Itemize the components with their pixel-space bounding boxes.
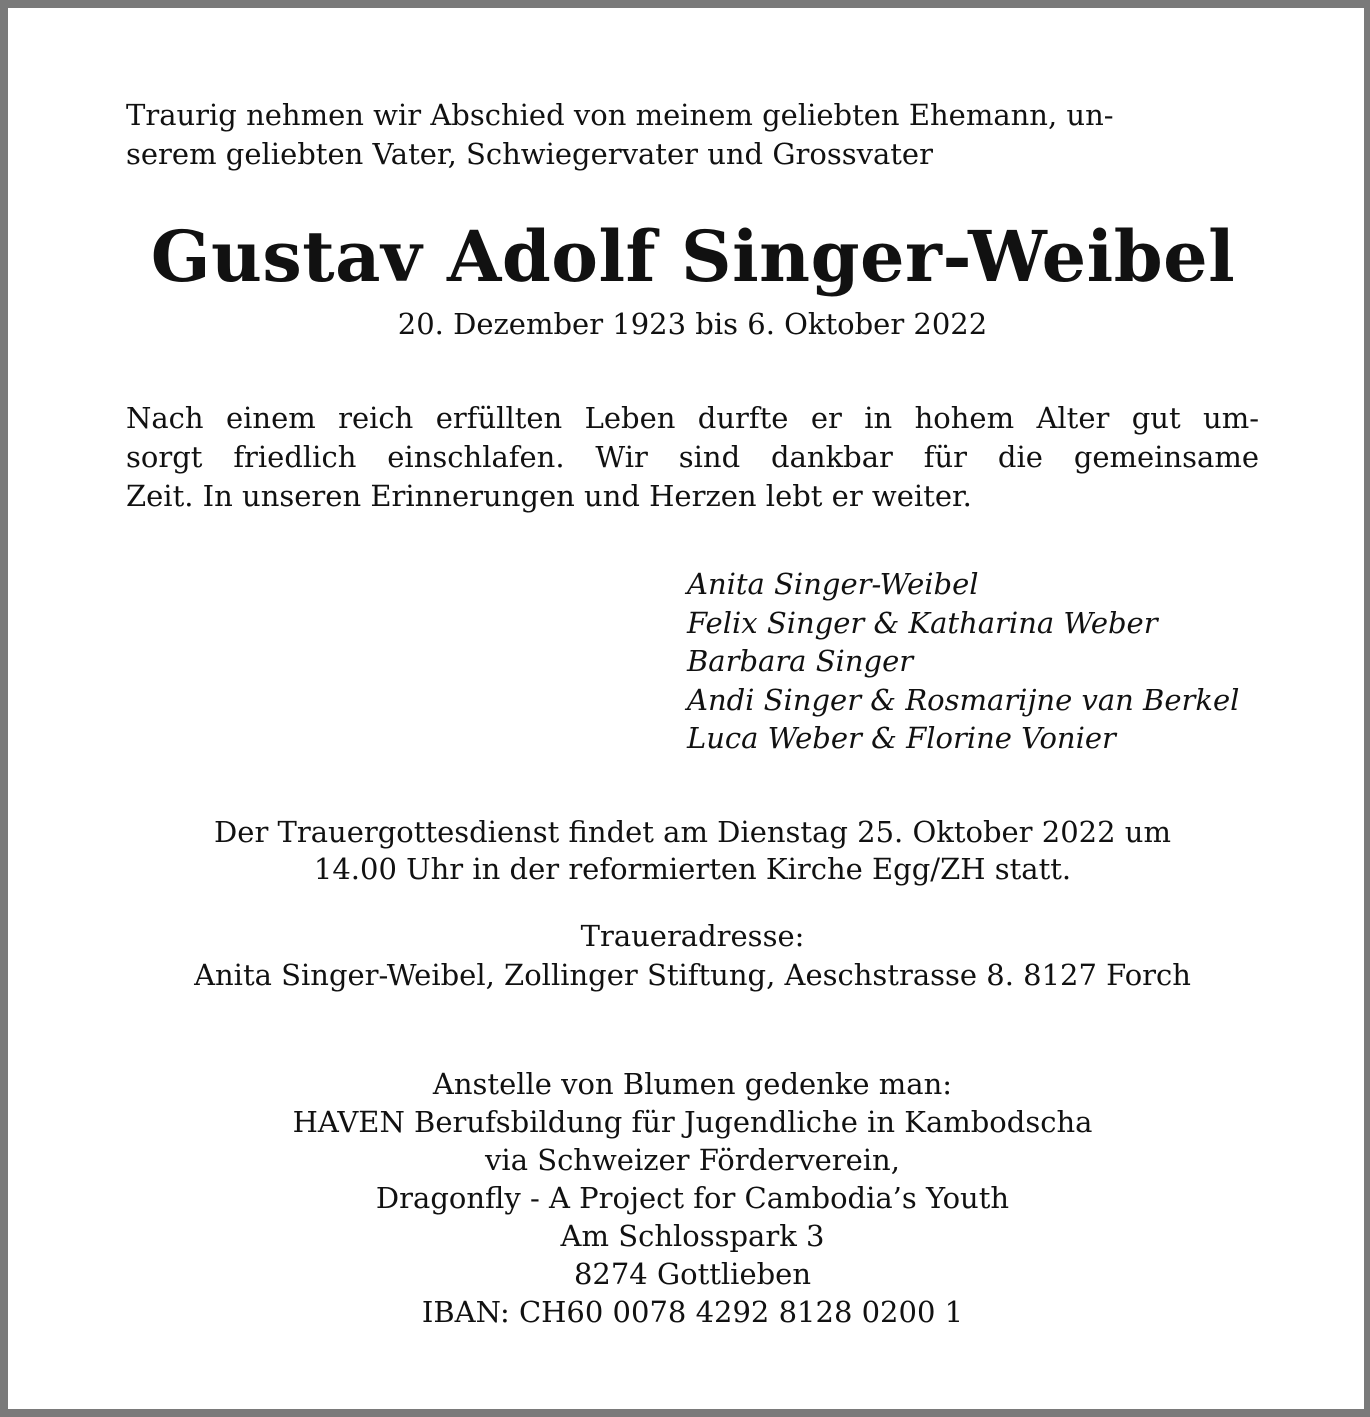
donation-line: 8274 Gottlieben <box>573 1257 812 1291</box>
address-label: Traueradresse: <box>580 919 805 953</box>
service-info <box>126 814 1259 888</box>
mourners-list <box>687 565 1287 758</box>
donation-line: Dragonfly - A Project for Cambodia’s Youth <box>375 1181 1010 1215</box>
service-line-1: Der Trauergottesdienst findet am Dienstag 25. Oktober 2022 um <box>214 815 1171 849</box>
address-value: Anita Singer-Weibel, Zollinger Stiftung, Aeschstrasse 8. 8127 Forch <box>194 958 1191 992</box>
mourning-address <box>126 917 1259 995</box>
donation-line: HAVEN Berufsbildung für Jugendliche in Kambodscha <box>292 1105 1093 1139</box>
message-line-1: Nach einem reich erfüllten Leben durfte er in hohem Alter gut um- <box>126 401 1259 435</box>
intro-text <box>126 96 1259 174</box>
service-line-2: 14.00 Uhr in der reformierten Kirche Egg/ZH statt. <box>313 852 1072 886</box>
mourner-name: Barbara Singer <box>687 644 914 678</box>
intro-line-1: Traurig nehmen wir Abschied von meinem geliebten Ehemann, un- <box>126 98 1114 132</box>
mourner-name: Luca Weber & Florine Vonier <box>687 721 1116 755</box>
donation-label: Anstelle von Blumen gedenke man: <box>432 1067 953 1101</box>
intro-line-2: serem geliebten Vater, Schwiegervater und Grossvater <box>126 137 933 171</box>
mourner-name: Anita Singer-Weibel <box>687 567 979 601</box>
mourner-name: Andi Singer & Rosmarijne van Berkel <box>687 682 1240 717</box>
message-text <box>126 399 1259 516</box>
donation-info <box>126 1065 1259 1331</box>
donation-line: Am Schlosspark 3 <box>560 1219 825 1253</box>
iban: IBAN: CH60 0078 4292 8128 0200 1 <box>421 1295 964 1329</box>
deceased-name: Gustav Adolf Singer-Weibel <box>150 215 1236 298</box>
message-line-3: Zeit. In unseren Erinnerungen und Herzen lebt er weiter. <box>126 479 972 513</box>
donation-line: via Schweizer Förderverein, <box>485 1143 900 1177</box>
message-line-2: sorgt friedlich einschlafen. Wir sind dankbar für die gemeinsame <box>126 440 1259 474</box>
mourner-name: Felix Singer & Katharina Weber <box>687 605 1158 640</box>
life-dates: 20. Dezember 1923 bis 6. Oktober 2022 <box>397 307 988 341</box>
